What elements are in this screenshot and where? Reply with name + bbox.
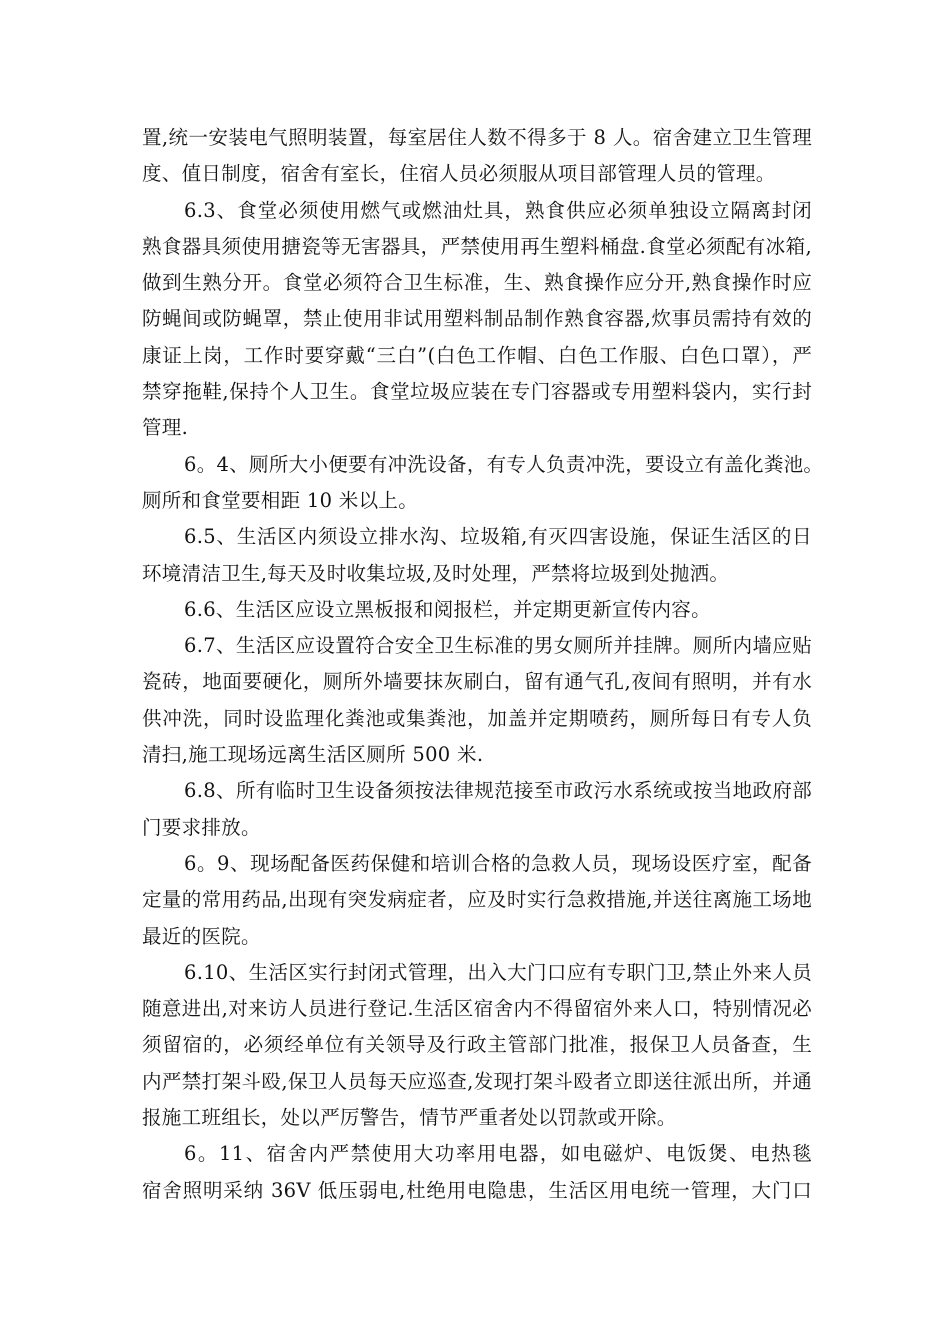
text-line: 康证上岗，工作时要穿戴“三白”(白色工作帽、白色工作服、白色口罩），严 [142, 343, 812, 367]
paragraph-6-10-start: 6.10、生活区实行封闭式管理，出入大门口应有专职门卫,禁止外来人员 [184, 960, 812, 984]
text-line: 瓷砖，地面要硬化，厕所外墙要抹灰刷白，留有通气孔,夜间有照明，并有水 [142, 670, 812, 694]
text-line: 防蝇间或防蝇罩，禁止使用非试用塑料制品制作熟食容器,炊事员需持有效的 [142, 307, 812, 331]
paragraph-6-6-start: 6.6、生活区应设立黑板报和阅报栏，并定期更新宣传内容。 [184, 597, 711, 621]
text-line: 清扫,施工现场远离生活区厕所 500 米. [142, 743, 484, 767]
text-line: 随意进出,对来访人员进行登记.生活区宿舍内不得留宿外来人口，特别情况必 [142, 997, 812, 1021]
text-line: 厕所和食堂要相距 10 米以上。 [142, 488, 419, 512]
text-line: 熟食器具须使用搪瓷等无害器具，严禁使用再生塑料桶盘.食堂必须配有冰箱, [142, 234, 812, 258]
text-line: 环境清洁卫生,每天及时收集垃圾,及时处理，严禁将垃圾到处抛洒。 [142, 561, 730, 585]
paragraph-6-4-start: 6。4、厕所大小便要有冲洗设备，有专人负责冲洗，要设立有盖化粪池。 [184, 452, 824, 476]
paragraph-6-11-start: 6。11、宿舍内严禁使用大功率用电器，如电磁炉、电饭煲、电热毯 [184, 1142, 812, 1166]
document-body [142, 120, 824, 1209]
text-line: 度、值日制度，宿舍有室长，住宿人员必须服从项目部管理人员的管理。 [142, 162, 776, 186]
text-line: 管理. [142, 416, 189, 440]
text-line: 置,统一安装电气照明装置，每室居住人数不得多于 8 人。宿舍建立卫生管理 [142, 126, 812, 149]
text-line: 宿舍照明采纳 36V 低压弱电,杜绝用电隐患，生活区用电统一管理，大门口 [142, 1178, 812, 1202]
paragraph-6-7-start: 6.7、生活区应设置符合安全卫生标准的男女厕所并挂牌。厕所内墙应贴 [184, 634, 812, 658]
text-line: 定量的常用药品,出现有突发病症者，应及时实行急救措施,并送往离施工场地 [142, 888, 812, 912]
text-line: 门要求排放。 [142, 815, 261, 839]
paragraph-6-5-start: 6.5、生活区内须设立排水沟、垃圾箱,有灭四害设施，保证生活区的日 [184, 525, 812, 549]
text-line: 内严禁打架斗殴,保卫人员每天应巡查,发现打架斗殴者立即送往派出所，并通 [142, 1069, 812, 1093]
text-line: 须留宿的，必须经单位有关领导及行政主管部门批准，报保卫人员备查，生 [142, 1033, 812, 1057]
text-line: 供冲洗，同时设监理化粪池或集粪池，加盖并定期喷药，厕所每日有专人负 [142, 706, 812, 730]
paragraph-6-8-start: 6.8、所有临时卫生设备须按法律规范接至市政污水系统或按当地政府部 [184, 779, 812, 803]
text-line: 报施工班组长，处以严厉警告，情节严重者处以罚款或开除。 [142, 1106, 677, 1130]
text-line: 做到生熟分开。食堂必须符合卫生标准，生、熟食操作应分开,熟食操作时应 [142, 271, 812, 295]
text-line: 禁穿拖鞋,保持个人卫生。食堂垃圾应装在专门容器或专用塑料袋内，实行封 [142, 380, 812, 404]
paragraph-6-9-start: 6。9、现场配备医药保健和培训合格的急救人员，现场设医疗室，配备 [184, 851, 812, 875]
text-line: 最近的医院。 [142, 924, 261, 948]
paragraph-6-3-start: 6.3、食堂必须使用燃气或燃油灶具，熟食供应必须单独设立隔离封闭 [184, 198, 812, 222]
